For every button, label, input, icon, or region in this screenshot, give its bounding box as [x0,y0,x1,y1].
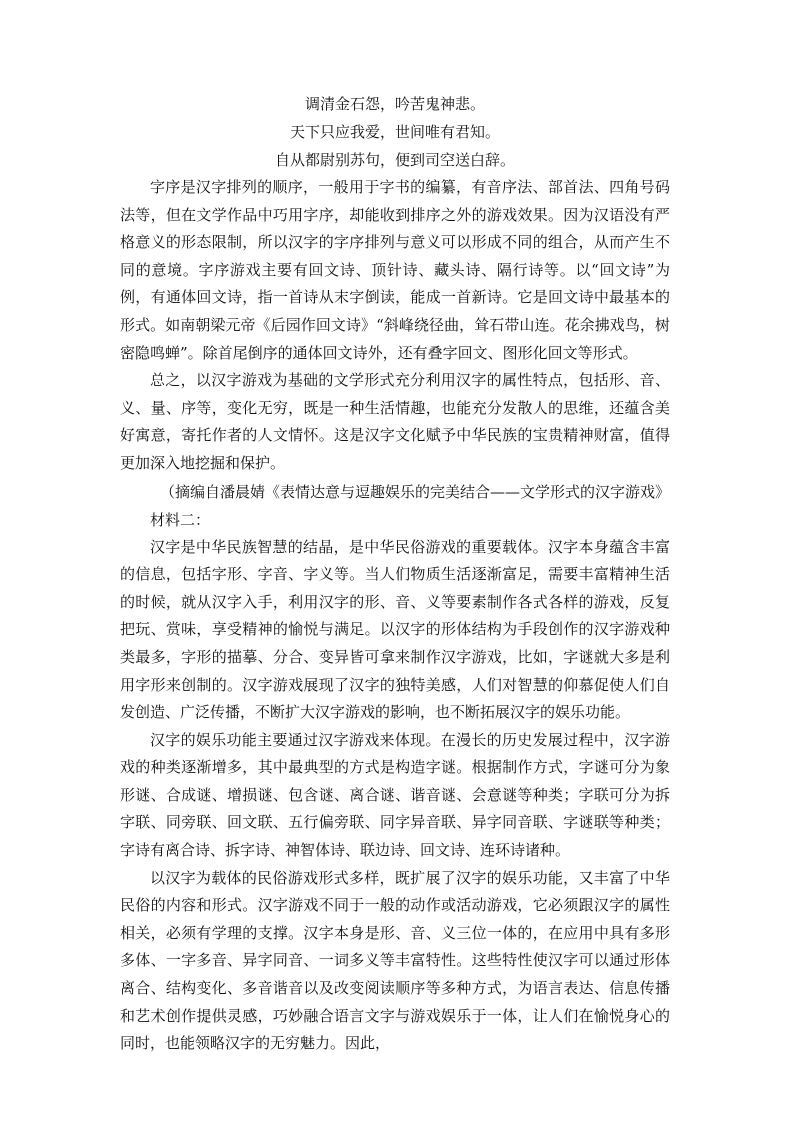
paragraph-summary: 总之，以汉字游戏为基础的文学形式充分利用汉字的属性特点，包括形、音、义、量、序等，变化无穷，既是一种生活情趣，也能充分发散人的思维，还蕴含美好寓意，寄托作者的人文情怀。这是汉字文化赋予中华民族的宝贵精神财富，值得更加深入地挖掘和保护。 [120,371,670,472]
poem-line-3: 自从都尉别苏句，便到司空送白辞。 [274,151,515,169]
document-page [120,90,670,1058]
paragraph-word-order: 字序是汉字排列的顺序，一般用于字书的编纂，有音序法、部首法、四角号码法等，但在文学作品中巧用字序，却能收到排序之外的游戏效果。因为汉语没有严格意义的形态限制，所以汉字的字序排列与意义可以形成不同的组合，从而产生不同的意境。字序游戏主要有回文诗、顶针诗、藏头诗、隔行诗等。以“回文诗”为例，有通体回文诗，指一首诗从末字倒读，能成一首新诗。它是回文诗中最基本的形式。如南朝梁元帝《后园作回文诗》“斜峰绕径曲，耸石带山连。花余拂戏鸟，树密隐鸣蝉”。除首尾倒序的通体回文诗外，还有叠字回文、图形化回文等形式。 [120,178,670,362]
poem-line-1: 调清金石怨，吟苦鬼神悲。 [304,95,485,113]
paragraph-material2-2: 汉字的娱乐功能主要通过汉字游戏来体现。在漫长的历史发展过程中，汉字游戏的种类逐渐增多，其中最典型的方式是构造字谜。根据制作方式，字谜可分为象形谜、合成谜、增损谜、包含谜、离合谜、谐音谜、会意谜等种类；字联可分为拆字联、同旁联、回文联、五行偏旁联、同字异音联、异字同音联、字谜联等种类；字诗有离合诗、拆字诗、神智体诗、联边诗、回文诗、连环诗诸种。 [120,730,670,860]
material-two-label: 材料二： [150,510,211,529]
paragraph-material2-3: 以汉字为载体的民俗游戏形式多样，既扩展了汉字的娱乐功能，又丰富了中华民俗的内容和形式。汉字游戏不同于一般的动作或活动游戏，它必须跟汉字的属性相关，必须有学理的支撑。汉字本身是形、音、义三位一体的，在应用中具有多形多体、一字多音、异字同音、一词多义等丰富特性。这些特性使汉字可以通过形体离合、结构变化、多音谐音以及改变阅读顺序等多种方式，为语言表达、信息传播和艺术创作提供灵感，巧妙融合语言文字与游戏娱乐于一体，让人们在愉悦身心的同时，也能领略汉字的无穷魅力。因此， [120,868,670,1053]
poem-line-2: 天下只应我爱，世间唯有君知。 [289,123,500,141]
source-citation: （摘编自潘晨婧《表情达意与逗趣娱乐的完美结合——文学形式的汉字游戏》 [159,482,670,501]
paragraph-material2-1: 汉字是中华民族智慧的结晶，是中华民俗游戏的重要载体。汉字本身蕴含丰富的信息，包括字形、字音、字义等。当人们物质生活逐渐富足，需要丰富精神生活的时候，就从汉字入手，利用汉字的形、音、义等要素制作各式各样的游戏，反复把玩、赏味，享受精神的愉悦与满足。以汉字的形体结构为手段创作的汉字游戏种类最多，字形的描摹、分合、变异皆可拿来制作汉字游戏，比如，字谜就大多是利用字形来创制的。汉字游戏展现了汉字的独特美感，人们对智慧的仰慕促使人们自发创造、广泛传播，不断扩大汉字游戏的影响，也不断拓展汉字的娱乐功能。 [120,537,670,722]
